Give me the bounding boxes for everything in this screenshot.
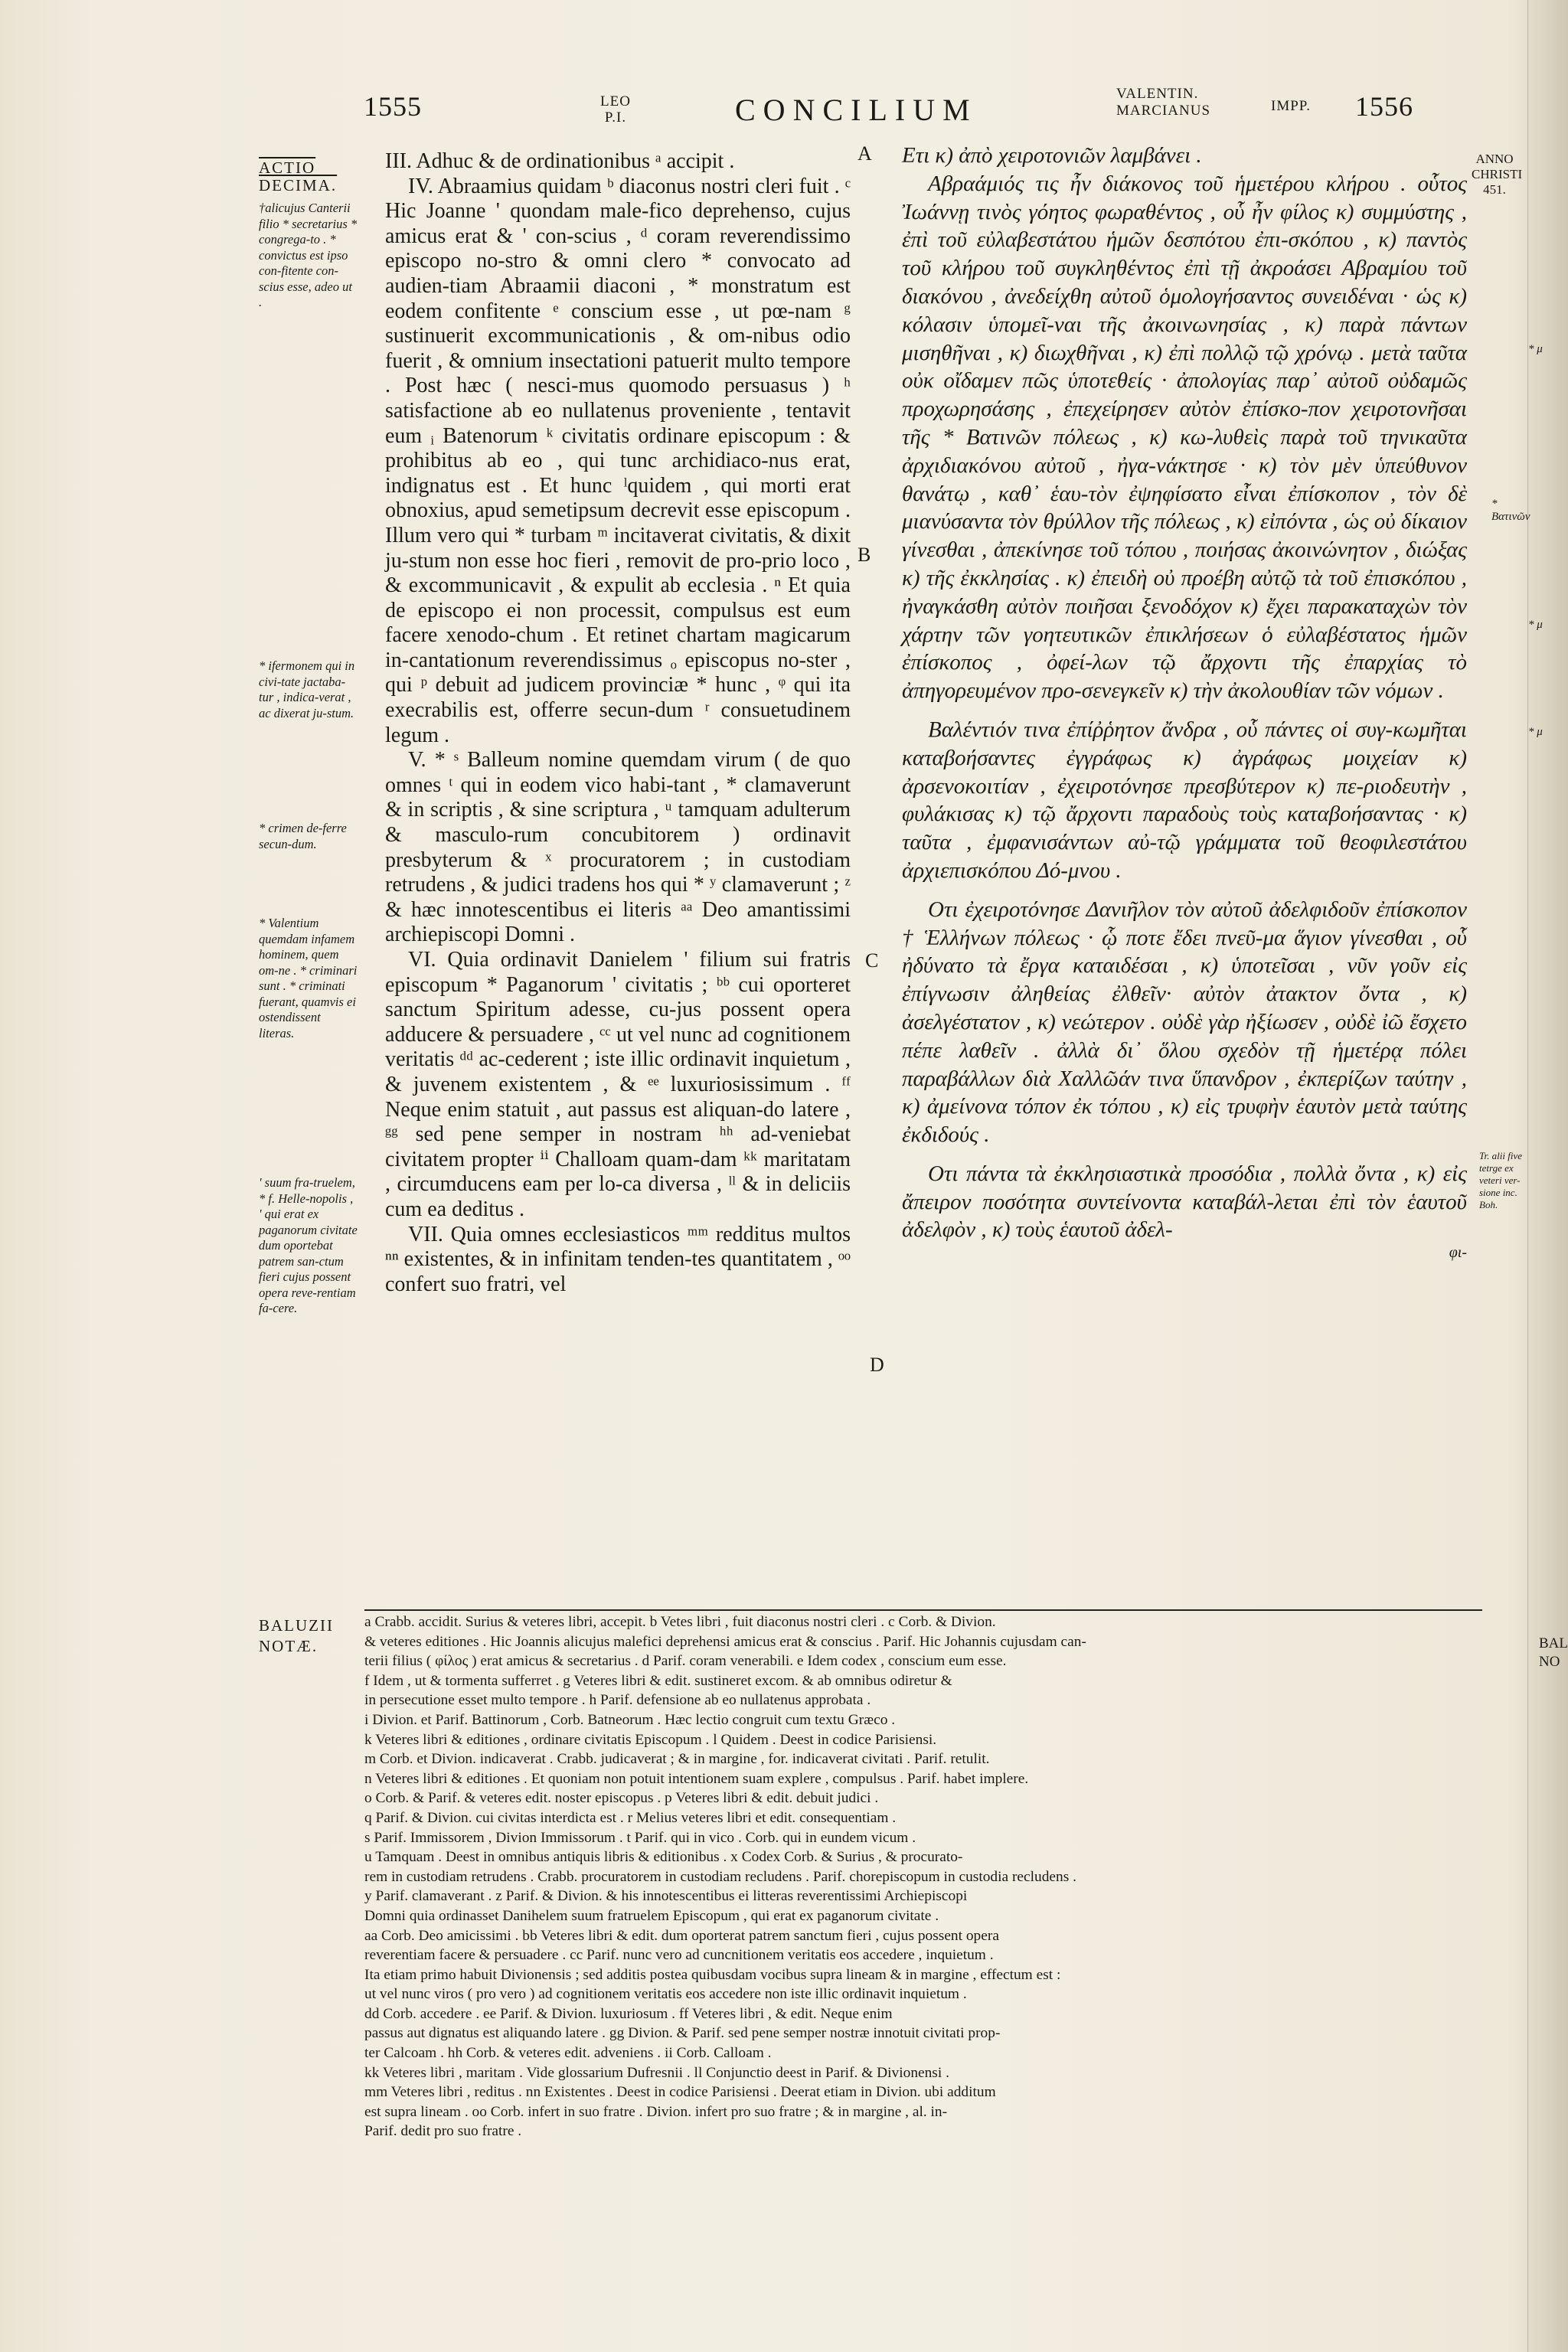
section-letter: A	[858, 142, 872, 165]
latin-paragraph: IV. Abraamius quidam ᵇ diaconus nostri cleri fuit . ᶜ Hic Joanne ' quondam male-fico deprehenso, cujus amicus erat & ' con-scius , ᵈ coram reverendissimo episcopo no-stro & omni clero * convocato ad audien-tiam Abraamii diaconi , * monstratum est eodem confitente ᵉ conscium esse , ut pœ-nam ᵍ sustinuerit excommunicationis , & om-nibus odio fuerit , & omnium insectationi patuerit multo tempore . Post hæc ( nesci-mus quomodo persuasus ) ʰ satisfactione ab eo nullatenus proveniente , tentavit eum ᵢ Batenorum ᵏ civitatis ordinare episcopum : & prohibitus ab eo , qui tunc archidiaco-nus erat, indignatus est . Et hunc ˡquidem , qui morti erat obnoxius, apud semetipsum decrevit esse episcopum . Illum vero qui * turbam ᵐ incitaverat civitatis, & dixit ju-stum non esse hoc fieri , removit de pro-prio loco , & excommunicavit , & expulit ab ecclesia . ⁿ Et quia de episcopo ei non processit, compulsus est eum facere xenodo-chum . Et retinet chartam magicarum in-cantationum reverendissimus ₒ episcopus no-ster , qui ᵖ debuit ad judicem provinciæ * hunc , ᵠ qui ita execrabilis est, offerre secun-dum ʳ consuetudinem legum .	[385, 174, 851, 747]
footnote-line: aa Corb. Deo amicissimi . bb Veteres libri & edit. dum oporterat patrem sanctum fieri , cujus possent opera	[364, 1927, 999, 1944]
footnote-line: ut vel nunc viros ( pro vero ) ad cognitionem veritatis eos accedere non iste illic ordinavit inquietum .	[364, 1986, 967, 2003]
anno-label: ANNO	[1475, 152, 1514, 166]
right-margin-note: * μ	[1528, 343, 1543, 355]
leo-sub: P.I.	[604, 109, 627, 126]
year-label: 451.	[1483, 182, 1506, 197]
margin-note: †alicujus Canterii filio * secretarius * congrega-to . * convictus est ipso con-fitente con-scius esse, adeo ut .	[259, 201, 358, 309]
section-letter: D	[870, 1354, 884, 1376]
catchword: φι-	[1449, 1244, 1467, 1262]
section-letter: C	[865, 949, 879, 972]
running-head-leo	[600, 93, 631, 126]
margin-note: * ifermonem qui in civi-tate jactaba-tur , indica-verat , ac dixerat ju-stum.	[259, 658, 355, 720]
greek-paragraph: Οτι ἐχειροτόνησε Δανιῆλον τὸν αὐτοῦ ἀδελφιδοῦν ἐπίσκοπον † Ἑλλήνων πόλεως · ᾧ ποτε ἔδει πνεῦ-μα ἅγιον γίνεσθαι , οὗ ἠδύνατο τὰ ἔργα καταιδέσαι , κ) ὑποτεῖσαι , νῦν γοῦν εἰς ἐπίγνωσιν ἀληθείας ἐλθεῖν· αὐτὸν ἀτακτον ὄντα , κ) ἀσελγέστατον , κ) νεώτερον . οὐδὲ γὰρ ἠξίωσεν , οὐδὲ ἰῶ ἔσχετο πέπε λαθεῖν . ἀλλὰ δι᾽ ὅλου σχεδὸν τῇ ἡμετέρᾳ πόλει παραβάλλων διὰ Χαλλῶάν τινα ὕπανδρον , ἐκπερίζων ταύτην , κ) ἀμείνονα τόπον ἐκ τόπου , κ) εἰς τρυφὴν ἑαυτὸν μετὰ ταύτης ἐκδιδούς .	[902, 897, 1467, 1148]
right-margin-note: * μ	[1528, 619, 1543, 631]
footnote-line: i Divion. et Parif. Battinorum , Corb. Batneorum . Hæc lectio congruit cum textu Græco .	[364, 1711, 896, 1728]
section-letter: B	[858, 544, 871, 566]
anno-christi	[1472, 152, 1523, 198]
footnote-line: Ita etiam primo habuit Divionensis ; sed additis postea quibusdam vocibus supra lineam & in margine , effectum est :	[364, 1966, 1061, 1983]
next-page-fragment: BAL NO	[1539, 1635, 1568, 1670]
greek-paragraph: Οτι πάντα τὰ ἐκκλησιαστικὰ προσόδια , πολλὰ ὄντα , κ) εἰς ἄπειρον ποσότητα συντείνοντα καταβάλ-λεται ἐπὶ τὸν ἑαυτοῦ ἀδελφὸν , κ) τοὺς ἑαυτοῦ ἀδελ-	[902, 1161, 1467, 1243]
greek-paragraph: Ετι κ) ἀπὸ χειροτονιῶν λαμβάνει .	[902, 143, 1202, 168]
christi-label: CHRISTI	[1472, 167, 1523, 181]
footnote-line: m Corb. et Divion. indicaverat . Crabb. judicaverat ; & in margine , for. indicaverat civitati . Parif. retulit.	[364, 1751, 990, 1768]
impp-label: IMPP.	[1271, 98, 1311, 114]
footnote-line: passus aut dignatus est aliquando latere . gg Divion. & Parif. sed pene semper nostræ innotuit civitati prop-	[364, 2025, 1001, 2042]
greek-paragraph: Αβραάμιός τις ἦν διάκονος τοῦ ἡμετέρου κλήρου . οὗτος Ἰωάννῃ τινὸς γόητος φωραθέντος , οὗ ἦν φίλος κ) συμμύστης , ἐπὶ τοῦ εὐλαβεστάτου ἡμῶν δεσπότου ἐπι-σκόπου , κ) παντὸς τοῦ κλήρου τοῦ συγκληθέντος ἐπὶ τῇ ἀκροάσει Αβραμίου τοῦ διακόνου , ἀνεδείχθη αὐτοῦ ὁμολογήσαντος συνειδέναι · ὡς κ) κόλασιν ὑπομεῖ-ναι τῆς ἀκοινωνησίας , κ) παρὰ πάντων μισηθῆναι , κ) διωχθῆναι , κ) ἐπὶ πολλῷ τῷ χρόνῳ . μετὰ ταῦτα οὐκ οἴδαμεν πῶς ὑποτεθείς · ἀπολογίας παρ᾽ αὐτοῦ οὐδαμῶς προχωρησάσης , ἐπεχείρησεν αὐτὸν ἐπίσκο-πον χειροτονῆσαι τῆς * Βατινῶν πόλεως , κ) κω-λυθεὶς παρὰ τοῦ τηνικαῦτα ἀρχιδιακόνου αὐτοῦ , ἠγα-νάκτησε · κ) τὸν μὲν ὑπεύθυνον θανάτῳ , καθ᾽ ἑαυ-τὸν ἐψηφίσατο εἶναι ἐπίσκοπον , τὸν δὲ μιανύσαντα τὸν θρύλλον τῆς πόλεως , κ) εἰπόντα , ὡς οὐ δίκαιον γίνεσθαι , ἀπεκίνησε τοῦ τόπου , ποιήσας ἀκοινώνητον , διώξας κ) τῆς ἐκκλησίας . κ) ἐπειδὴ οὐ προέβη αὐτῷ τὰ τοῦ ἐπισκόπου , ἠναγκάσθη αὐτὸν ποιῆσαι ξενοδόχον κ) ἔχει παρακαταχὼν τὸν χάρτην τῶν γοητευτικῶν ἐπικλήσεων ὁ εὐλαβέστατος ἡμῶν ἐπίσκοπος , ὀφεί-λων τῷ ἄρχοντι τῆς ἐπαρχίας τὸ ἀπηγορευμένον προ-σενεγκεῖν κ) τὴν ἀκολουθίαν τῶν νόμων .	[902, 171, 1467, 704]
right-margin-note: * Βατινῶν	[1491, 498, 1530, 523]
footnote-line: mm Veteres libri , reditus . nn Existentes . Deest in codice Parisiensi . Deerat etiam in Divion. ubi additum	[364, 2084, 996, 2101]
greek-column	[902, 142, 1467, 1261]
footnote-line: reverentiam facere & persuadere . cc Parif. nunc vero ad cuncnitionem veritatis eos accedere , inquietum .	[364, 1947, 994, 1964]
emperor-2: MARCIANUS	[1116, 103, 1211, 119]
margin-note: * Valentium quemdam infamem hominem, quem om-ne . * criminari sunt . * criminati fuerant, quamvis ei ostendissent literas.	[259, 916, 358, 1040]
notes-label	[259, 1615, 334, 1657]
footnote-line: & veteres editiones . Hic Joannis alicujus malefici deprehensi amicus erat & conscius . Parif. Hic Johannis cujusdam can-	[364, 1633, 1086, 1650]
page-number-right: 1556	[1355, 91, 1413, 122]
footnote-line: n Veteres libri & editiones . Et quoniam non potuit intentionem suam explere , compulsus . Parif. habet implere.	[364, 1770, 1029, 1787]
notae-label: NOTÆ.	[259, 1637, 318, 1655]
footnote-line: Parif. dedit pro suo fratre .	[364, 2123, 522, 2140]
footnote-line: s Parif. Immissorem , Divion Immissorum . t Parif. qui in vico . Corb. qui in eundem vicum .	[364, 1829, 916, 1846]
decima-word: DECIMA.	[259, 176, 338, 194]
footnote-line: est supra lineam . oo Corb. infert in suo fratre . Divion. infert pro suo fratre ; & in margine , al. in-	[364, 2103, 948, 2120]
footnote-line: u Tamquam . Deest in omnibus antiquis libris & editionibus . x Codex Corb. & Surius , & procurato-	[364, 1849, 963, 1866]
latin-paragraph: III. Adhuc & de ordinationibus ᵃ accipit .	[385, 149, 735, 173]
footnote-line: k Veteres libri & editiones , ordinare civitatis Episcopum . l Quidem . Deest in codice Parisiensi.	[364, 1731, 937, 1748]
actio-label	[259, 159, 343, 194]
emperor-1: VALENTIN.	[1116, 86, 1199, 102]
footnote-line: kk Veteres libri , maritam . Vide glossarium Dufresnii . ll Conjunctio deest in Parif. & Divionensi .	[364, 2064, 949, 2081]
running-head-emperors	[1116, 86, 1210, 119]
footnote-line: q Parif. & Divion. cui civitas interdicta est . r Melius veteres libri et edit. consequentiam .	[364, 1809, 897, 1826]
footnote-line: terii filius ( φίλος ) erat amicus & secretarius . d Parif. coram venerabili. e Idem codex , conscium eum esse.	[364, 1653, 1007, 1670]
notes-divider	[364, 1609, 1482, 1611]
latin-paragraph: VII. Quia omnes ecclesiasticos ᵐᵐ redditus multos ⁿⁿ existentes, & in infinitam tenden-tes quantitatem , ᵒᵒ confert suo fratri, vel	[385, 1222, 851, 1296]
leo-label: LEO	[600, 93, 631, 109]
latin-column	[385, 149, 851, 1297]
footnote-line: o Corb. & Parif. & veteres edit. noster episcopus . p Veteres libri & edit. debuit judici .	[364, 1790, 879, 1807]
latin-paragraph: VI. Quia ordinavit Danielem ' filium sui fratris episcopum * Paganorum ' civitatis ; ᵇᵇ cui oporteret sanctum Spiritum adesse, cu-jus possent opera adducere & persuadere , ᶜᶜ ut vel nunc ad cognitionem veritatis ᵈᵈ ac-cederent ; iste illic ordinavit inquietum , & juvenem existentem , & ᵉᵉ luxuriosissimum . ᶠᶠ Neque enim statuit , aut passus est aliquan-do latere , ᵍᵍ sed pene semper in nostram ʰʰ ad-veniebat civitatem propter ⁱⁱ Challoam quam-dam ᵏᵏ maritatam , circumducens eam per lo-ca diversa , ˡˡ & in deliciis cum ea deditus .	[385, 948, 851, 1221]
footnote-line: y Parif. clamaverant . z Parif. & Divion. & his innotescentibus ei litteras reverentissimi Archiepiscopi	[364, 1888, 968, 1905]
actio-word: ACTIO	[259, 158, 316, 177]
margin-note: * crimen de-ferre secun-dum.	[259, 821, 347, 851]
page-title: CONCILIUM	[735, 93, 978, 127]
footnote-line: rem in custodiam retrudens . Crabb. procuratorem in custodiam recludens . Parif. chorepiscopum in custodia recludens .	[364, 1868, 1076, 1885]
greek-paragraph: Βαλέντιόν τινα ἐπίῤῥητον ἄνδρα , οὗ πάντες οἱ συγ-κωμῆται καταβοήσαντες ἐγγράφως κ) ἀγράφως μοιχείαν κ) ἀρσενοκοιτίαν , ἐχειροτόνησε πρεσβύτερον κ) πε-ριοδευτὴν , φυλάκισας κ) τῷ ἄρχοντι παραδοὺς τοὺς καταβοήσαντας · κ) ταῦτα , ἐμφανισάντων αὐ-τῷ γράμματα τοῦ θεοφιλεστάτου ἀρχιεπισκόπου Δό-μνου .	[902, 717, 1467, 883]
latin-paragraph: V. * ˢ Balleum nomine quemdam virum ( de quo omnes ᵗ qui in eodem vico habi-tant , * clamaverunt & in scriptis , & sine scriptura , ᵘ tamquam adulterum & masculo-rum concubitorem ) ordinavit presbyterum & ˣ procuratorem ; in custodiam retrudens , & judici tradens hos qui * ʸ clamaverunt ; ᶻ & hæc innotescentibus ei literis ᵃᵃ Deo amantissimi archiepiscopi Domni .	[385, 748, 851, 947]
right-margin-note: Tr. alii five tetrge ex veteri ver-sione inc. Boh.	[1479, 1150, 1522, 1210]
footnote-line: a Crabb. accidit. Surius & veteres libri, accepit. b Vetes libri , fuit diaconus nostri cleri . c Corb. & Divion.	[364, 1614, 996, 1630]
footnote-line: f Idem , ut & tormenta sufferret . g Veteres libri & edit. sustineret excom. & ab omnibus odiretur &	[364, 1672, 952, 1689]
footnote-line: in persecutione esset multo tempore . h Parif. defensione ab eo nullatenus approbata .	[364, 1692, 871, 1709]
page-number-left: 1555	[364, 91, 422, 122]
footnote-line: dd Corb. accedere . ee Parif. & Divion. luxuriosum . ff Veteres libri , & edit. Neque enim	[364, 2005, 893, 2022]
footnotes	[364, 1612, 1498, 2141]
footnote-line: Domni quia ordinasset Danihelem suum fratruelem Episcopum , qui erat ex paganorum civitate .	[364, 1907, 939, 1924]
baluzii-label: BALUZII	[259, 1616, 334, 1635]
footnote-line: ter Calcoam . hh Corb. & veteres edit. adveniens . ii Corb. Calloam .	[364, 2045, 772, 2062]
right-margin-note: * μ	[1528, 726, 1543, 738]
margin-note: ' suum fra-truelem, * f. Helle-nopolis , ' qui erat ex paganorum civitate dum oportebat patrem san-ctum fieri cujus possent opera reve-rentiam fa-cere.	[259, 1175, 358, 1315]
